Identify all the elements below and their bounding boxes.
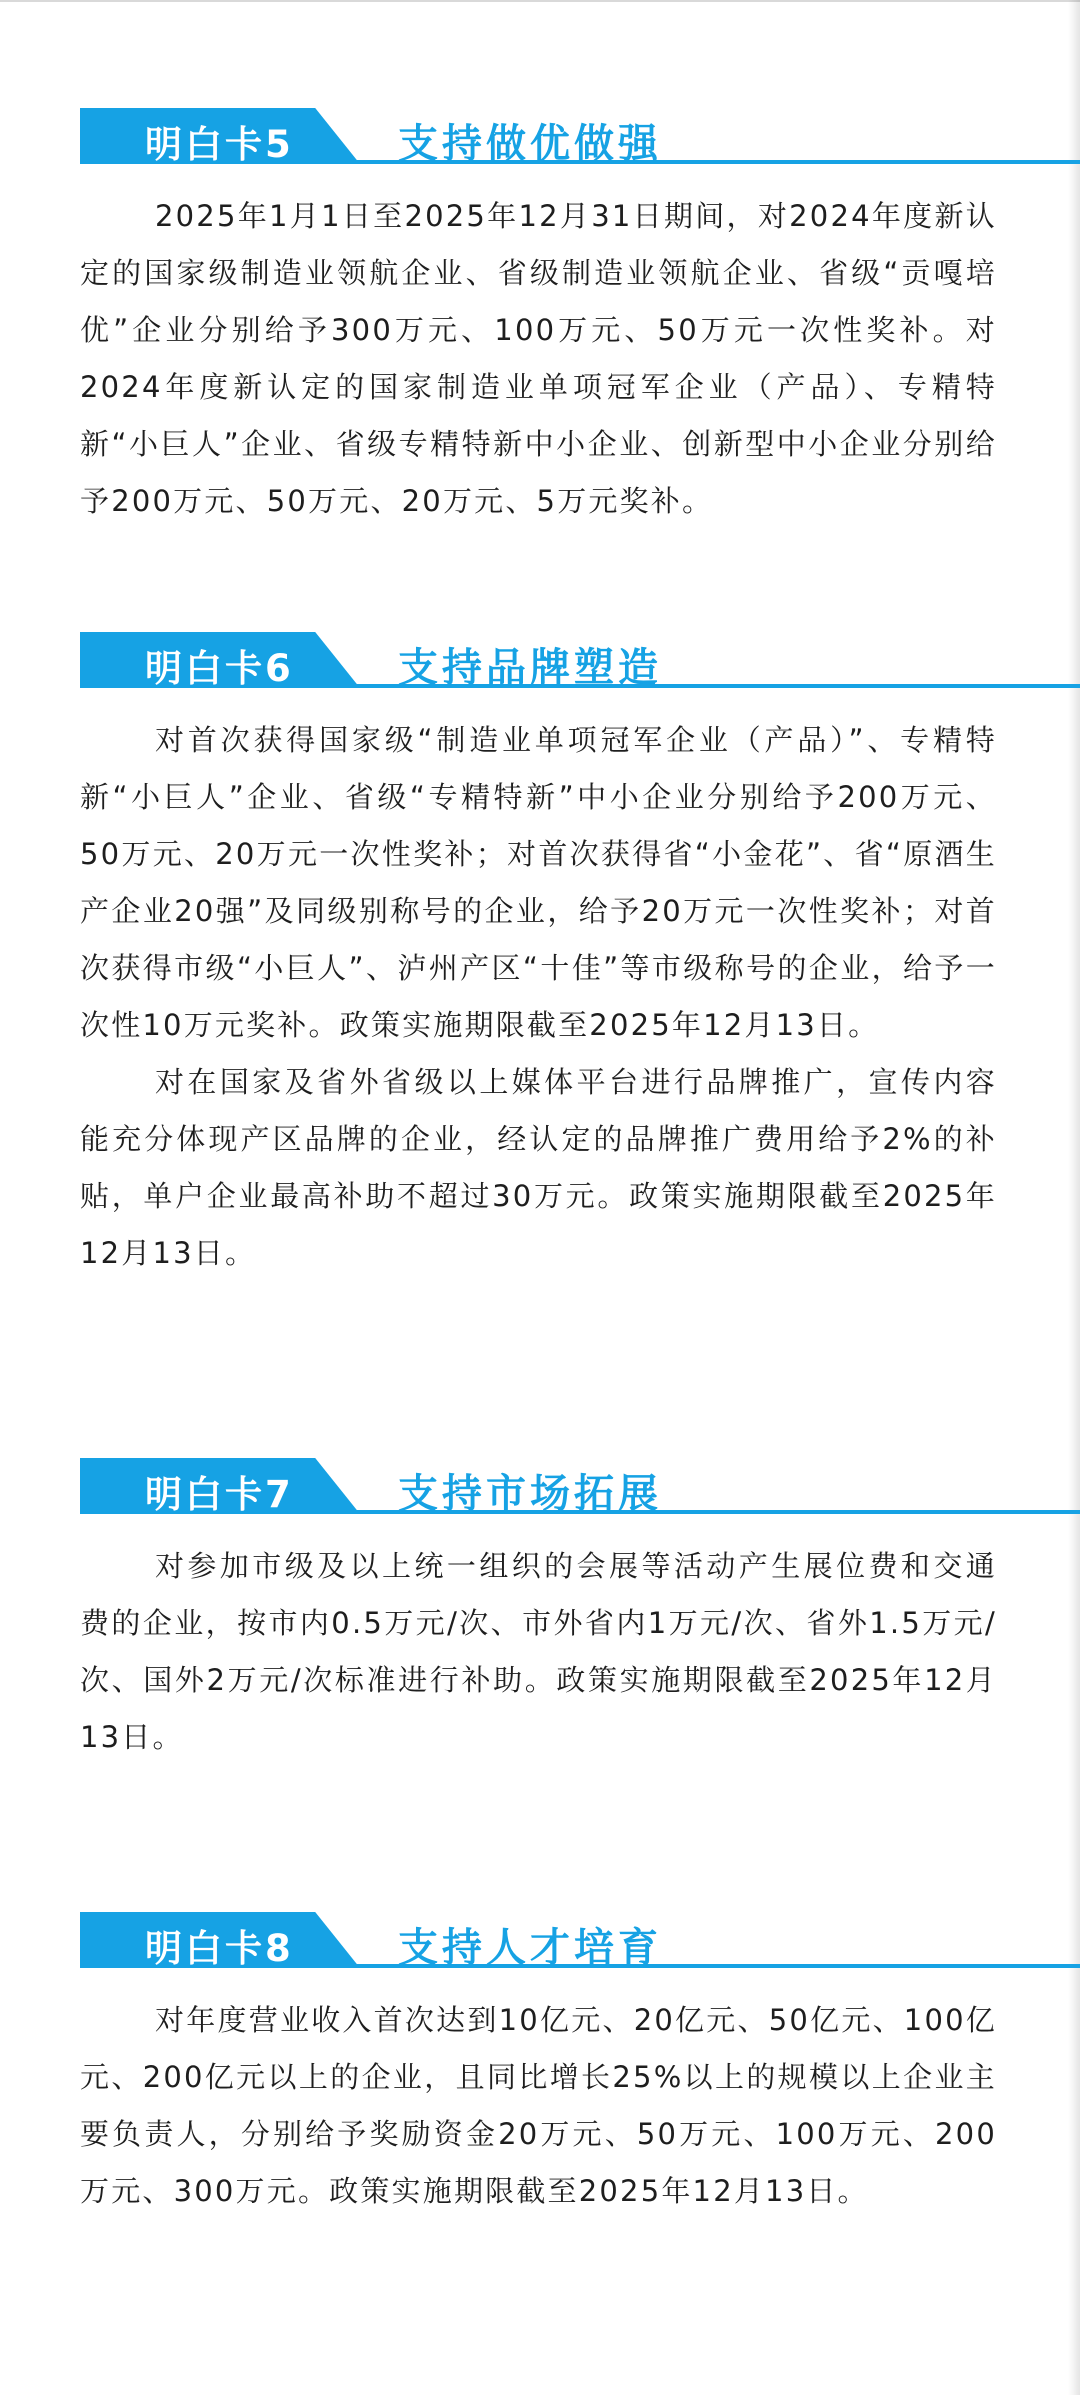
card-header	[0, 1458, 1080, 1517]
card-title: 支持人才培育	[398, 1925, 662, 1971]
card-body	[0, 1992, 1080, 2220]
card-title: 支持做优做强	[398, 121, 662, 167]
card-header	[0, 108, 1080, 167]
card-paragraph: 对参加市级及以上统一组织的会展等活动产生展位费和交通费的企业，按市内0.5万元/次、市外省内1万元/次、省外1.5万元/次、国外2万元/次标准进行补助。政策实施期限截至2025年12月13日。	[80, 1549, 997, 1754]
card-header	[0, 632, 1080, 691]
card-paragraph: 对在国家及省外省级以上媒体平台进行品牌推广，宣传内容能充分体现产区品牌的企业，经认定的品牌推广费用给予2%的补贴，单户企业最高补助不超过30万元。政策实施期限截至2025年12月13日。	[80, 1065, 997, 1270]
card-title: 支持市场拓展	[398, 1471, 662, 1517]
card-8	[0, 1912, 1080, 2220]
card-body	[0, 188, 1080, 530]
card-tag: 明白卡8	[145, 1927, 294, 1970]
card-body	[0, 1538, 1080, 1766]
card-paragraph: 对首次获得国家级“制造业单项冠军企业（产品）”、专精特新“小巨人”企业、省级“专精特新”中小企业分别给予200万元、50万元、20万元一次性奖补；对首次获得省“小金花”、省“原酒生产企业20强”及同级别称号的企业，给予20万元一次性奖补；对首次获得市级“小巨人”、泸州产区“十佳”等市级称号的企业，给予一次性10万元奖补。政策实施期限截至2025年12月13日。	[80, 723, 997, 1042]
card-tag: 明白卡7	[145, 1473, 294, 1516]
card-tag: 明白卡6	[145, 647, 294, 690]
card-5	[0, 108, 1080, 530]
card-body	[0, 712, 1080, 1282]
card-paragraph: 2025年1月1日至2025年12月31日期间，对2024年度新认定的国家级制造业领航企业、省级制造业领航企业、省级“贡嘎培优”企业分别给予300万元、100万元、50万元一次性奖补。对2024年度新认定的国家制造业单项冠军企业（产品）、专精特新“小巨人”企业、省级专精特新中小企业、创新型中小企业分别给予200万元、50万元、20万元、5万元奖补。	[80, 199, 997, 518]
card-title: 支持品牌塑造	[398, 645, 662, 691]
card-paragraph: 对年度营业收入首次达到10亿元、20亿元、50亿元、100亿元、200亿元以上的企业，且同比增长25%以上的规模以上企业主要负责人，分别给予奖励资金20万元、50万元、100万元、200万元、300万元。政策实施期限截至2025年12月13日。	[80, 2003, 997, 2208]
card-tag: 明白卡5	[145, 123, 294, 166]
card-header	[0, 1912, 1080, 1971]
card-6	[0, 632, 1080, 1282]
top-border	[0, 0, 1080, 2]
card-7	[0, 1458, 1080, 1766]
